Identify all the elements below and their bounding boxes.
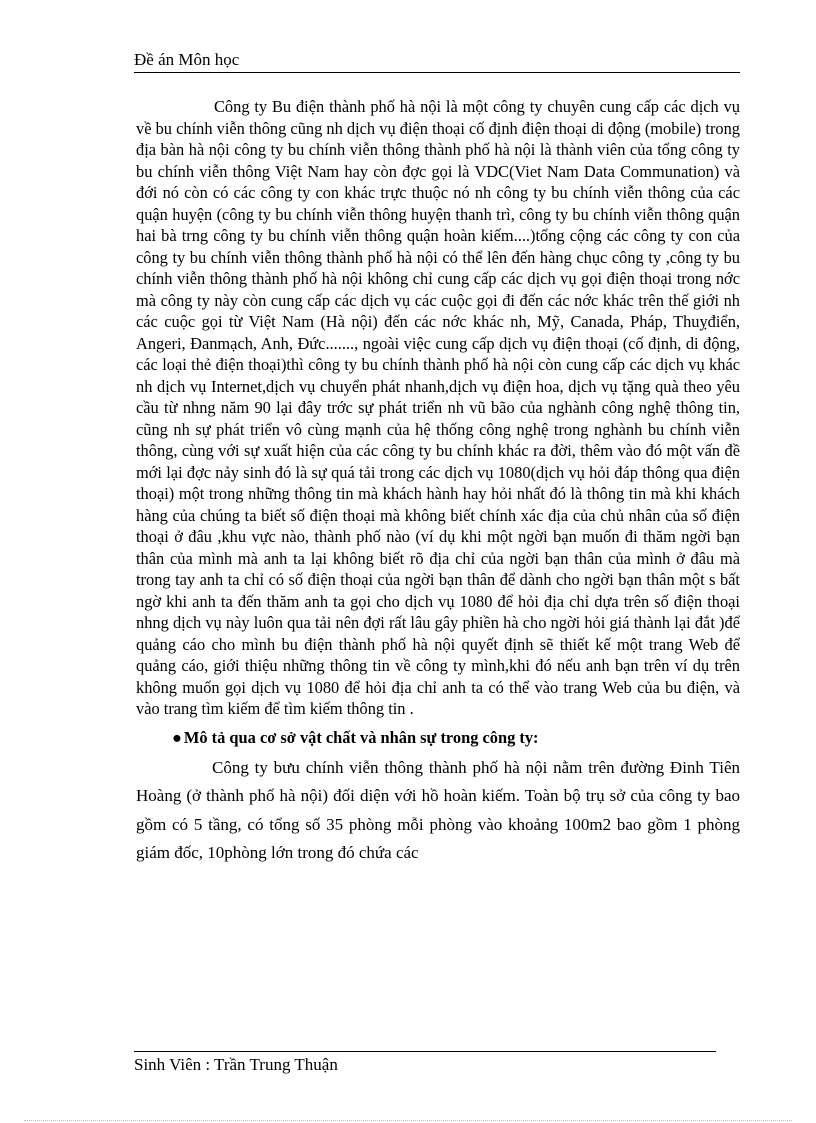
page-footer [134, 1055, 338, 1075]
section-heading [136, 726, 740, 750]
page-bottom-edge [24, 1120, 792, 1121]
page-header [134, 50, 740, 73]
section-heading-text: Mô tả qua cơ sở vật chất và nhân sự trong công ty: [183, 727, 539, 747]
document-body [136, 96, 740, 868]
footer-student-name: Sinh Viên : Trần Trung Thuận [134, 1055, 338, 1074]
footer-divider [134, 1051, 716, 1052]
bullet-icon: ● [172, 727, 182, 747]
paragraph-facilities: Công ty bưu chính viễn thông thành phố hà nội nằm trên đường Đinh Tiên Hoàng (ở thành phố hà nội) đối diện với hồ hoàn kiếm. Toàn bộ trụ sở của công ty bao gồm có 5 tầng, có tổng số 35 phòng mỗi phòng vào khoảng 100m2 bao gồm 1 phòng giám đốc, 10phòng lớn trong đó chứa các [136, 757, 740, 862]
header-title: Đề án Môn học [134, 50, 240, 69]
paragraph-company-intro: Công ty Bu điện thành phố hà nội là một công ty chuyên cung cấp các dịch vụ về bu chính viễn thông cũng nh dịch vụ điện thoại cố định điện thoại di động (mobile) trong địa bàn hà nội công ty bu chính viễn thông thành phố hà nội là thành viên của tổng công ty bu chính viễn thông Việt Nam hay còn đợc gọi là VDC(Viet Nam Data Communation) và đới nó còn có các công ty con khác trực thuộc nó nh công ty bu chính viễn thông của các quận huyện (công ty bu chính viễn thông huyện thanh trì, công ty bu chính viễn thông quận hai bà trng công ty bu chính viễn thông quận hoàn kiếm....)tổng cộng các công ty con của công ty bu chính viễn thông thành phố hà nội có thể lên đến hàng chục công ty ,công ty bu chính viễn thông thành phố hà nội không chỉ cung cấp các dịch vụ gọi điện thoại trong nớc mà công ty này còn cung cấp các dịch vụ các cuộc gọi đi đến các nớc khác trên thế giới nh các cuộc gọi từ Việt Nam (Hà nội) đến các nớc khác nh, Mỹ, Canada, Pháp, Thuỵđiển, Angeri, Đanmạch, Anh, Đức......., ngoài việc cung cấp dịch vụ điện thoại (cố định, di động, các loại thẻ điện thoại)thì công ty bu chính thành phố hà nội còn cung cấp các dịch vụ khác nh dịch vụ Internet,dịch vụ chuyển phát nhanh,dịch vụ điện hoa, dịch vụ tặng quà theo yêu cầu từ nhng năm 90 lại đây trớc sự phát triển nh vũ bão của nghành công nghệ thông tin, cũng nh sự phát triển vô cùng mạnh của hệ thống công nghệ trong nghành bu chính viễn thông, cùng với sự xuất hiện của các công ty bu chính khác ra đời, thêm vào đó một vấn đề mới lại đợc nảy sinh đó là sự quá tải trong các dịch vụ 1080(dịch vụ hỏi đáp thông qua điện thoại) một trong những thông tin mà khách hành hay hỏi nhất đó là thông tin mà khi khách hàng của chúng ta biết số điện thoại mà không biết chính xác địa của chủ nhân của số điện thoại ở đâu ,khu vực nào, thành phố nào (ví dụ khi một ngời bạn muốn đi thăm ngời bạn thân của mình mà anh ta lại không biết rõ địa chỉ của ngời bạn thân của mình ở đâu mà trong tay anh ta chỉ có số điện thoại của ngời bạn thân để dành cho ngời bạn thân một s bất ngờ khi anh ta đến thăm anh ta gọi cho dịch vụ 1080 để hỏi địa chỉ dựa trên số điện thoại nhng dịch vụ này luôn qua tải nên đợi rất lâu gây phiền hà cho ngời hỏi giá thành lại đắt )để quảng cáo cho mình bu điện thành phố hà nội quyết định sẽ thiết kế một trang Web để quảng cáo, giới thiệu những thông tin về công ty mình,khi đó nếu anh bạn trên ví dụ trên không muốn gọi dịch vụ 1080 để hỏi địa chỉ anh ta có thể vào trang Web của bu điện, và vào trang tìm kiếm để tìm kiếm thông tin . [136, 97, 740, 718]
